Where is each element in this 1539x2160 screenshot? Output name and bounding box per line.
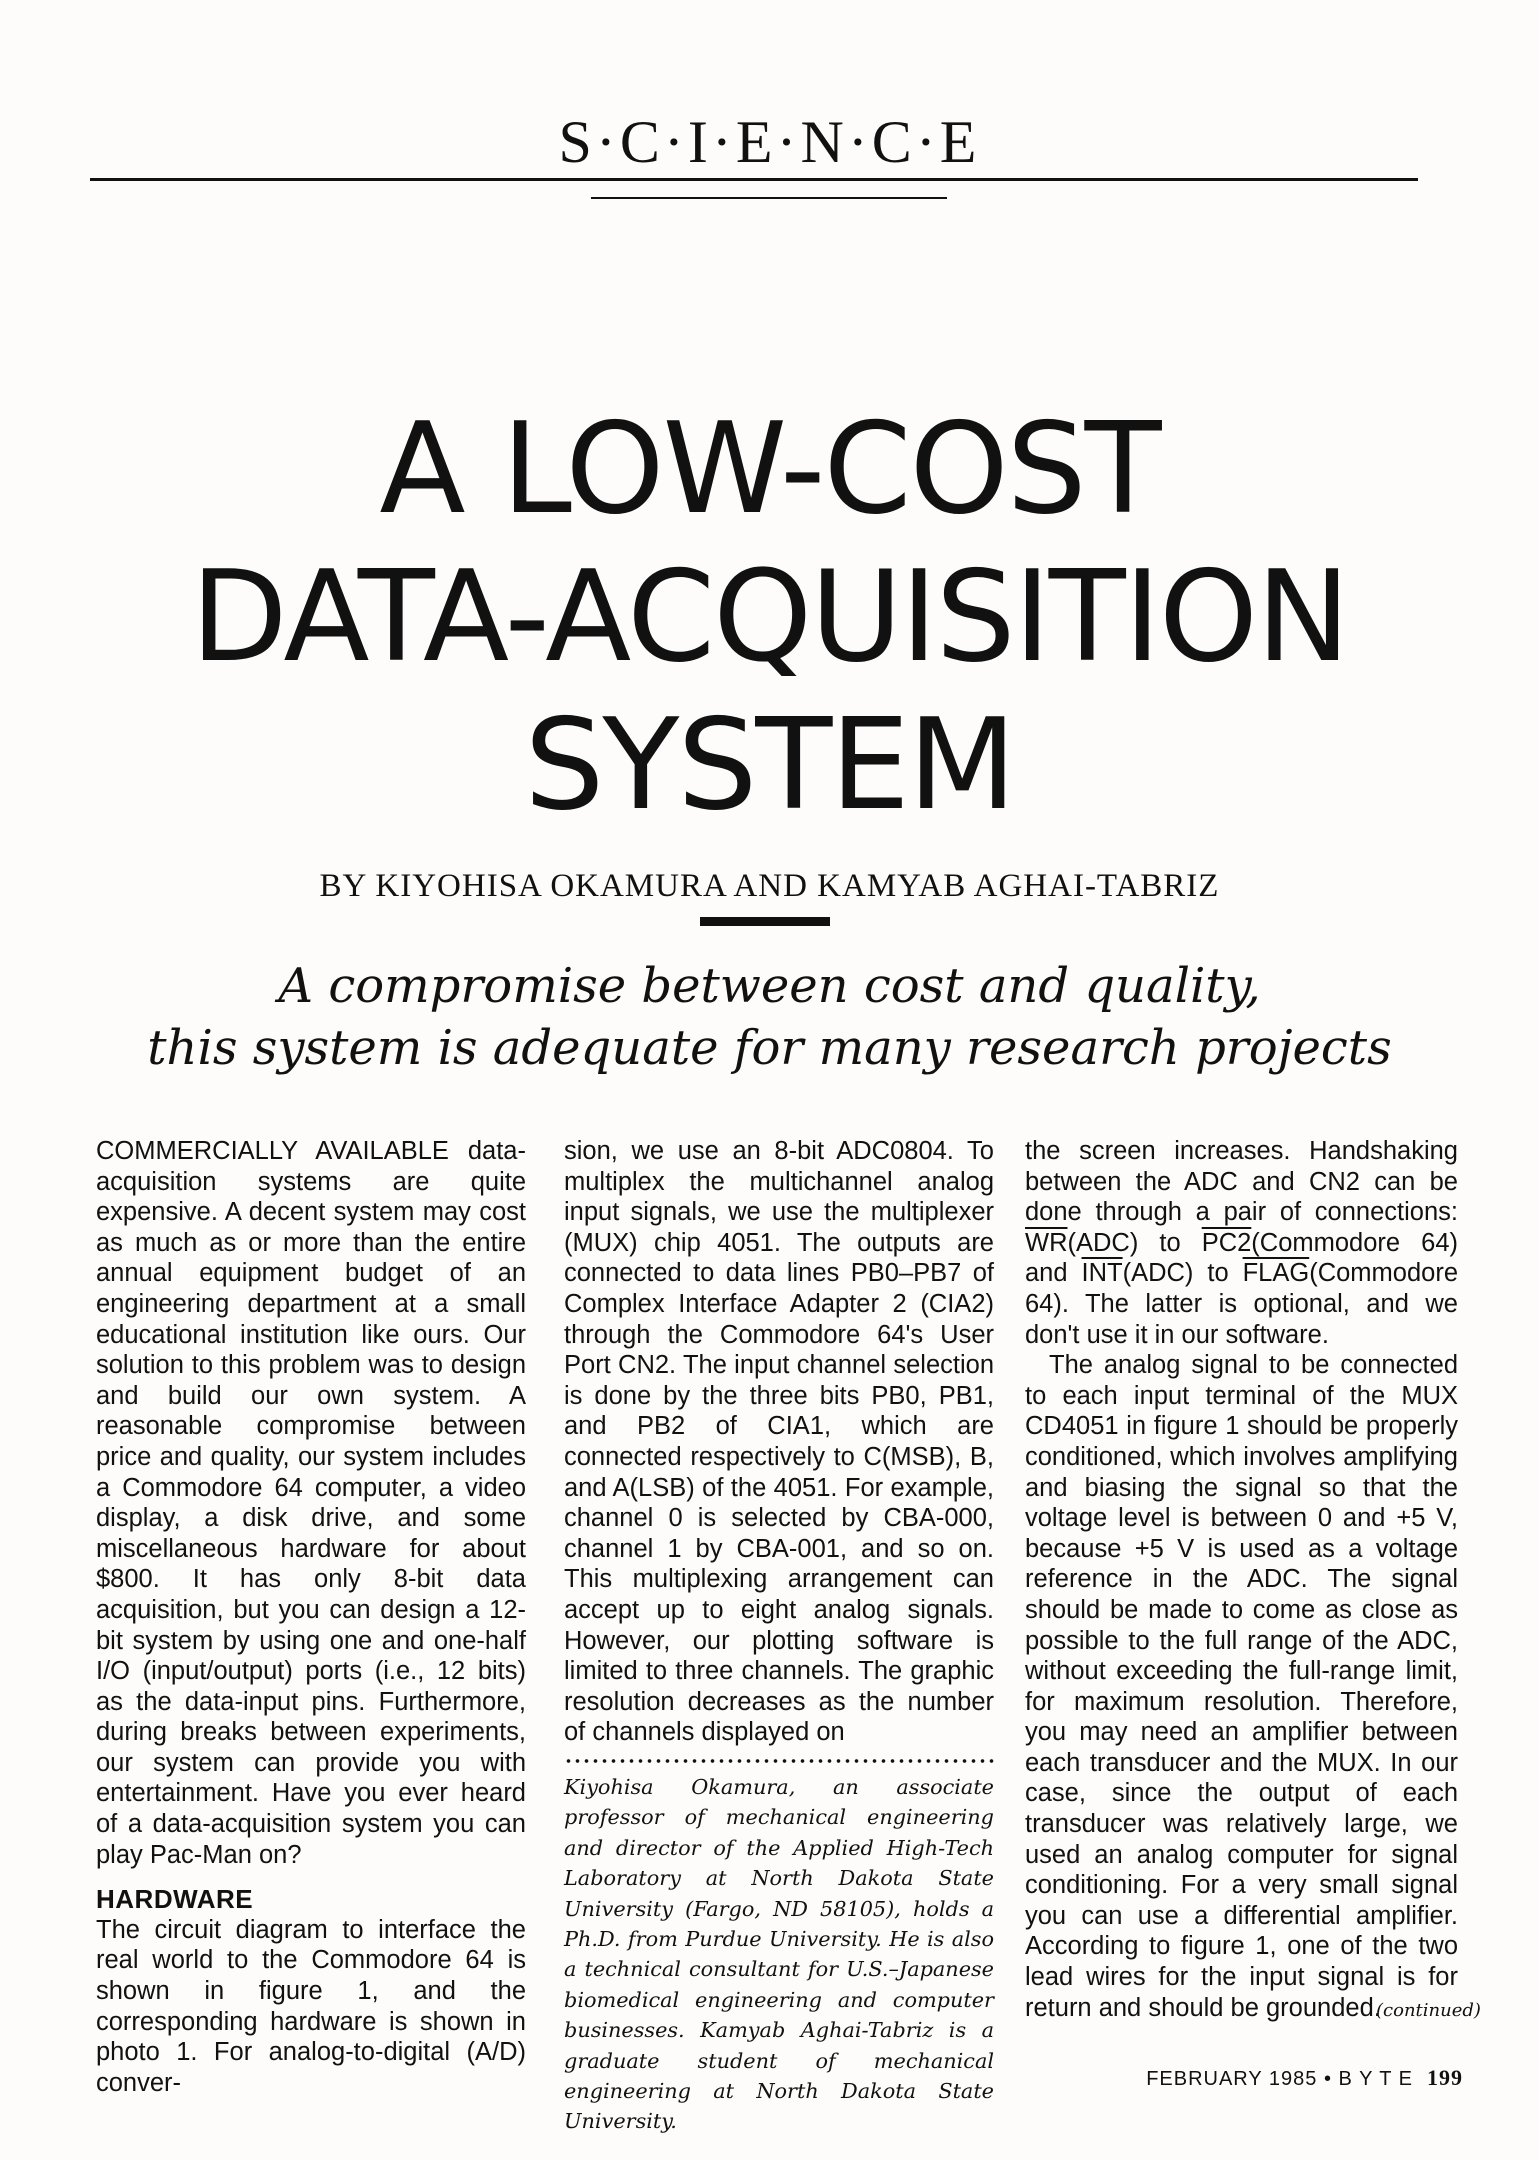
hardware-heading: HARDWARE <box>96 1884 254 1915</box>
int-signal: $\overline{INT}$ <box>1081 1259 1123 1288</box>
bio-divider <box>564 1758 994 1764</box>
conversion-paragraph: sion, we use an 8-bit ADC0804. To multiplex the multichannel analog input signals, we use the multiplexer (MUX) chip 4051. The outputs are connected to data lines PB0–PB7 of Complex Interface Adapter 2 (CIA2) through the Commodore 64's User Port CN2. The input channel selection is done by the three bits PB0, PB1, and PB2 of CIA1, which are connected respectively to C(MSB), B, and A(LSB) of the 4051. For example, channel 0 is selected by CBA-000, channel 1 by CBA-001, and so on. This multiplexing arrangement can accept up to eight analog signals. However, our plotting software is limited to three channels. The graphic resolution decreases as the number of channels displayed on <box>564 1137 994 1747</box>
column-1 <box>96 1136 526 2098</box>
wr-signal: $\overline{WR}$ <box>1025 1228 1068 1257</box>
page-footer <box>1146 2065 1463 2091</box>
article-deck <box>0 955 1539 1079</box>
author-bio: Kiyohisa Okamura, an associate professor of mechanical engineering and director of the Applied High-Tech Laboratory at North Dakota State University (Fargo, ND 58105), holds a Ph.D. from Purdue University. He is also a technical consultant for U.S.–Japanese biomedical engineering and computer businesses. Kamyab Aghai-Tabriz is a graduate student of mechanical engineering at North Dakota State University. <box>564 1774 994 2134</box>
section-heading: S·C·I·E·N·C·E <box>558 109 981 175</box>
column-2 <box>564 1136 994 2137</box>
continued-note: (continued) <box>1376 2000 1481 2021</box>
pc2-signal: PC2 <box>1201 1228 1252 1257</box>
byline: BY KIYOHISA OKAMURA AND KAMYAB AGHAI-TABRIZ <box>319 868 1220 904</box>
header-underline <box>591 197 947 199</box>
article-title <box>0 395 1539 839</box>
footer-issue: FEBRUARY 1985 • B Y T E <box>1146 2068 1413 2090</box>
page-number: 199 <box>1427 2065 1463 2090</box>
hardware-paragraph: The circuit diagram to interface the real world to the Commodore 64 is shown in figure 1, and the corresponding hardware is shown in photo 1. For analog-to-digital (A/D) conver- <box>96 1915 526 2097</box>
title-line-1: A LOW-COST <box>379 395 1160 542</box>
column-3 <box>1025 1136 1458 2023</box>
deck-line-2: this system is adequate for many research projects <box>147 1020 1392 1076</box>
deck-line-1: A compromise between cost and quality, <box>278 958 1261 1014</box>
flag-signal: FLAG <box>1242 1259 1310 1288</box>
signal-conditioning-paragraph: The analog signal to be connected to each input terminal of the MUX CD4051 in figure 1 should be properly conditioned, which involves amplifying and biasing the signal so that the voltage level is between 0 and +5 V, because +5 V is used as a voltage reference in the ADC. The signal should be made to come as close as possible to the full range of the ADC, without exceeding the full-range limit, for maximum resolution. Therefore, you may need an amplifier between each transducer and the MUX. In our case, since the output of each transducer was relatively large, we used an analog computer for signal conditioning. For a very small signal you can use a differential amplifier. According to figure 1, one of the two lead wires for the input signal is for return and should be grounded. <box>1025 1351 1458 2022</box>
title-line-3: SYSTEM <box>524 691 1015 838</box>
byline-rule <box>700 917 830 926</box>
title-line-2: DATA-ACQUISITION <box>190 543 1349 690</box>
intro-paragraph: COMMERCIALLY AVAILABLE data-acquisition systems are quite expensive. A decent system may cost as much as or more than the entire annual equipment budget of an engineering department at a small educational institution like ours. Our solution to this problem was to design and build our own system. A reasonable compromise between price and quality, our system includes a Commodore 64 computer, a video display, a disk drive, and some miscellaneous hardware for about $800. It has only 8-bit data acquisition, but you can design a 12-bit system by using one and one-half I/O (input/output) ports (i.e., 12 bits) as the data-input pins. Furthermore, during breaks between experiments, our system can provide you with entertainment. Have you ever heard of a data-acquisition system you can play Pac-Man on? <box>96 1137 526 1869</box>
header-rule <box>90 178 1418 181</box>
handshaking-paragraph: the screen increases. Handshaking between the ADC and CN2 can be done through a pair of connections: $\overline{WR}(ADC)$ to PC2(Commodore 64) and $\overline{INT}(ADC)$ to FLAG(Commodore 64). The latter is optional, and we don't use it in our software. <box>1025 1137 1458 1349</box>
